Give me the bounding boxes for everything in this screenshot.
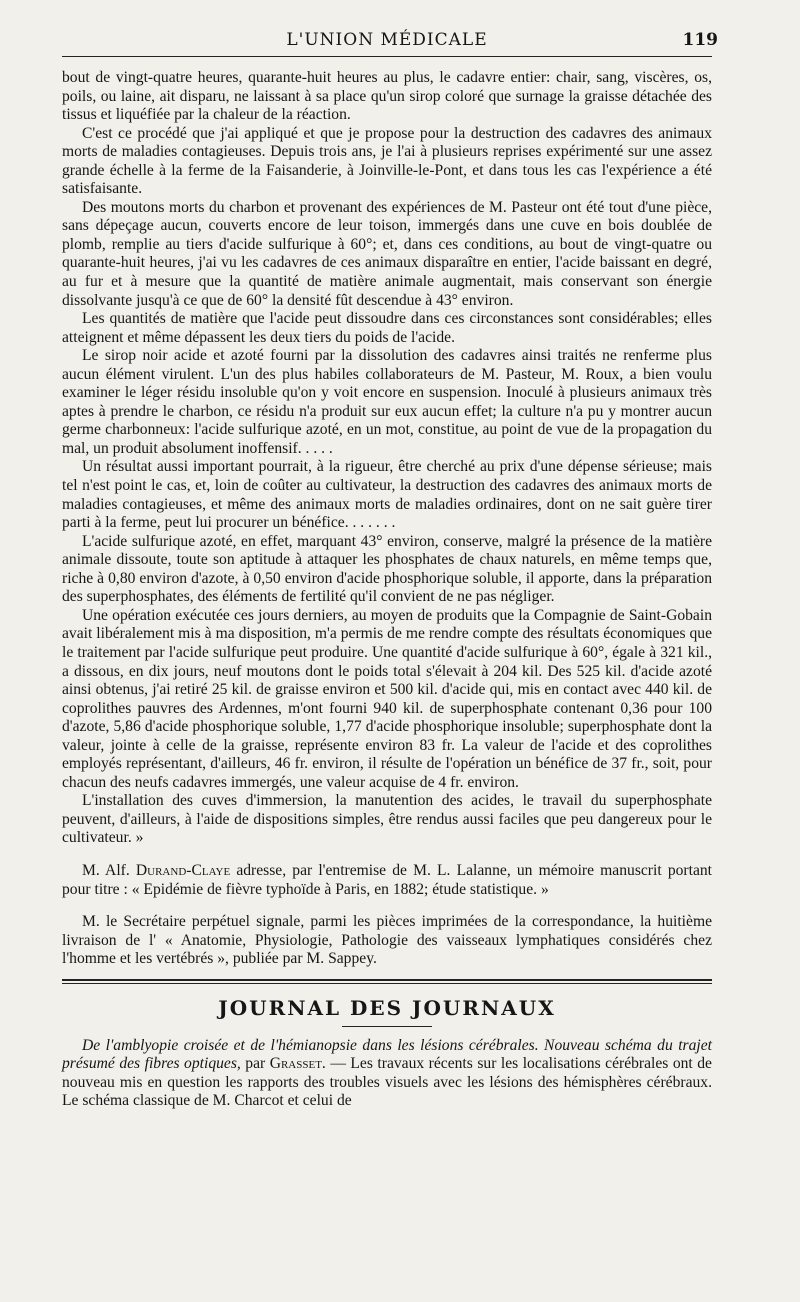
article-text: . — Les travaux récents sur les localisations cérébrales ont de nouveau mis en question les rapports des troubles visuels avec les lésions des hémisphères cérébraux. Le schéma classique de M. Charcot et celui de: [62, 1055, 712, 1110]
announcement-sappey: M. le Secrétaire perpétuel signale, parmi les pièces imprimées de la correspondance, la huitième livraison de l' « Anatomie, Physiologie, Pathologie des vaisseaux lymphatiques considérés chez l'homme et les vertébrés », publiée par M. Sappey.: [62, 913, 712, 968]
journal-article: [62, 1037, 712, 1111]
paragraph: Les quantités de matière que l'acide peut dissoudre dans ces circonstances sont considérables; elles atteignent et même dépassent les deux tiers du poids de l'acide.: [62, 310, 712, 346]
running-header: [62, 28, 718, 57]
body-text: [62, 69, 712, 969]
section-title: JOURNAL DES JOURNAUX: [218, 995, 556, 1020]
paragraph: Un résultat aussi important pourrait, à la rigueur, être cherché au prix d'une dépense sérieuse; mais tel n'est point le cas, et, loin de coûter au cultivateur, la destruction des cadavres des animaux morts de maladies contagieuses, et même des animaux morts de maladies ordinaires, dont on ne sait guère tirer parti à la ferme, peut lui procurer un bénéfice. . . . . . .: [62, 458, 712, 532]
announcement-durand-claye: [62, 862, 712, 899]
article-title: De l'amblyopie croisée et de l'hémianopsie dans les lésions cérébrales. Nouveau schéma du trajet présumé des fibres optiques,: [62, 1036, 712, 1073]
paragraph: Des moutons morts du charbon et provenant des expériences de M. Pasteur ont été tout d'une pièce, sans dépeçage aucun, couverts encore de leur toison, immergés dans une cuve en bois doublée de plomb, remplie au tiers d'acide sulfurique à 60°; et, dans ces conditions, au bout de vingt-quatre ou quarante-huit heures, j'ai vu les cadavres de ces animaux disparaître en entier, l'acide baissant en degré, au fur et à mesure que la quantité de matière animale augmentait, mais conservant son énergie dissolvante jusqu'à ce que de 60° la densité fût descendue à 43° environ.: [62, 198, 712, 309]
author-name: Durand-Claye: [135, 861, 231, 879]
page-number: 119: [682, 30, 718, 50]
paragraph: L'installation des cuves d'immersion, la manutention des acides, le travail du superphosphate peuvent, d'ailleurs, à l'aide de dispositions simples, être rendus aussi faciles que peu dangereux pour le cultivateur. »: [62, 792, 712, 847]
paragraph: C'est ce procédé que j'ai appliqué et que je propose pour la destruction des cadavres des animaux morts de maladies contagieuses. Depuis trois ans, je l'ai à plusieurs reprises expérimenté sur une assez grande échelle à la ferme de la Faisanderie, à Joinville-le-Pont, et dans tous les cas l'expérience a été satisfaisante.: [62, 124, 712, 198]
title-underline: [342, 1026, 432, 1027]
paragraph: L'acide sulfurique azoté, en effet, marquant 43° environ, conserve, malgré la présence de la matière animale dissoute, toute son aptitude à attaquer les phosphates de chaux naturels, en même temps que, riche à 0,80 environ d'azote, à 0,50 environ d'acide phosphorique soluble, il apporte, dans la préparation des superphosphates, des éléments de fertilité qu'il convient de ne pas négliger.: [62, 532, 712, 606]
running-title: L'UNION MÉDICALE: [286, 30, 488, 50]
paragraph: Une opération exécutée ces jours derniers, au moyen de produits que la Compagnie de Saint-Gobain avait libéralement mis à ma disposition, m'a permis de me rendre compte des résultats économiques que le traitement par l'acide sulfurique peut produire. Une quantité d'acide sulfurique à 60°, égale à 321 kil., a dissous, en dix jours, neuf moutons dont le poids total s'élevait à 204 kil. Des 525 kil. d'acide azoté ainsi obtenus, j'ai retiré 25 kil. de graisse environ et 500 kil. d'acide qui, mis en contact avec 440 kil. de coprolithes pauvres des Ardennes, m'ont fourni 940 kil. de superphosphate contenant 0,36 pour 100 d'azote, 5,86 d'acide phosphorique soluble, 1,77 d'acide phosphorique insoluble; superphosphate dont la valeur, jointe à celle de la graisse, représente environ 83 fr. La valeur de l'acide et des coprolithes employés représentant, d'ailleurs, 46 fr. environ, il résulte de l'opération un bénéfice de 37 fr., soit, pour chacun des neufs cadavres immergés, une valeur acquise de 4 fr. environ.: [62, 606, 712, 791]
article-author: Grasset: [269, 1055, 322, 1073]
announcement-text: adresse, par l'entremise de M. L. Lalanne, un mémoire manuscrit portant pour titre : « Epidémie de fièvre typhoïde à Paris, en 1882; étude statistique. »: [62, 861, 712, 898]
paragraph: Le sirop noir acide et azoté fourni par la dissolution des cadavres ainsi traités ne renferme plus aucun élément virulent. L'un des plus habiles collaborateurs de M. Pasteur, M. Roux, a bien voulu examiner le léger résidu insoluble qu'on y voit encore en suspension. Inoculé à plusieurs animaux très aptes à prendre le charbon, ce résidu n'a produit sur eux aucun effet; la culture n'a pu y montrer aucun germe charbonneux: l'acide sulfurique azoté, en un mot, constitue, au point de vue de la propagation du mal, un produit absolument inoffensif. . . . .: [62, 347, 712, 457]
announcement-prefix: M. Alf.: [82, 861, 136, 879]
paragraph: bout de vingt-quatre heures, quarante-huit heures au plus, le cadavre entier: chair, sang, viscères, os, poils, ou laine, ait disparu, ne laissant à sa place qu'un sirop coloré que surnage la graisse détachée des tissus et liquéfiée par la chaleur de la réaction.: [62, 69, 712, 124]
section-divider: [62, 979, 712, 984]
article-by: par: [240, 1055, 270, 1073]
